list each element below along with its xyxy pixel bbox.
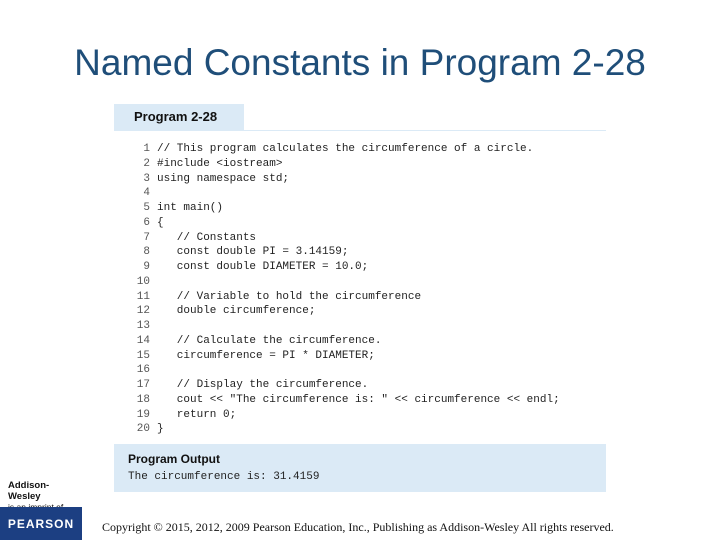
code-line bbox=[114, 334, 606, 349]
program-listing-panel bbox=[114, 104, 606, 492]
code-line bbox=[114, 378, 606, 393]
line-number: 9 bbox=[143, 261, 150, 273]
line-number: 10 bbox=[136, 275, 150, 288]
pearson-logo bbox=[0, 507, 82, 540]
code-line bbox=[114, 408, 606, 423]
code-line bbox=[114, 363, 606, 378]
code-text: { bbox=[157, 216, 164, 229]
code-line bbox=[114, 142, 606, 157]
line-number: 18 bbox=[136, 393, 150, 406]
line-number: 13 bbox=[136, 320, 150, 332]
code-line bbox=[114, 422, 606, 437]
code-text: // Calculate the circumference. bbox=[157, 334, 382, 347]
copyright-notice: Copyright © 2015, 2012, 2009 Pearson Education, Inc., Publishing as Addison-Wesley All rights reserved. bbox=[102, 520, 614, 534]
line-number: 11 bbox=[136, 290, 150, 303]
code-text: return 0; bbox=[157, 408, 237, 421]
code-text: // Constants bbox=[157, 231, 257, 244]
code-line bbox=[114, 216, 606, 231]
code-line bbox=[114, 260, 606, 275]
line-number: 6 bbox=[143, 216, 150, 229]
program-header-label: Program 2-28 bbox=[134, 109, 218, 124]
code-line bbox=[114, 275, 606, 290]
code-text: // Display the circumference. bbox=[157, 379, 369, 391]
line-number: 20 bbox=[136, 423, 150, 436]
code-line bbox=[114, 231, 606, 246]
addison-wesley-name: Addison-Wesley bbox=[8, 480, 50, 502]
line-number: 5 bbox=[143, 202, 150, 214]
line-number: 2 bbox=[143, 157, 150, 170]
line-number: 17 bbox=[136, 379, 150, 391]
program-output-text: The circumference is: 31.4159 bbox=[128, 471, 320, 483]
code-text: #include <iostream> bbox=[157, 157, 283, 170]
code-line bbox=[114, 290, 606, 305]
code-line bbox=[114, 393, 606, 408]
code-text: const double DIAMETER = 10.0; bbox=[157, 261, 369, 273]
code-text: int main() bbox=[157, 202, 224, 214]
line-number: 12 bbox=[136, 305, 150, 318]
line-number: 1 bbox=[143, 143, 150, 155]
line-number: 19 bbox=[136, 408, 150, 421]
program-output-section bbox=[114, 444, 606, 492]
code-line bbox=[114, 201, 606, 216]
code-text: cout << "The circumference is: " << circumference << endl; bbox=[157, 393, 560, 406]
pearson-logo-text: PEARSON bbox=[7, 517, 75, 531]
code-text: const double PI = 3.14159; bbox=[157, 246, 349, 259]
code-line bbox=[114, 157, 606, 172]
code-listing bbox=[114, 142, 606, 437]
code-text: using namespace std; bbox=[157, 172, 290, 185]
line-number: 4 bbox=[143, 187, 150, 200]
code-text: double circumference; bbox=[157, 305, 316, 318]
code-line bbox=[114, 186, 606, 201]
code-line bbox=[114, 319, 606, 334]
code-text: circumference = PI * DIAMETER; bbox=[157, 349, 375, 362]
code-text: // Variable to hold the circumference bbox=[157, 290, 422, 303]
code-line bbox=[114, 304, 606, 319]
line-number: 3 bbox=[143, 172, 150, 185]
program-output-title: Program Output bbox=[128, 452, 220, 466]
line-number: 14 bbox=[136, 334, 150, 347]
program-header bbox=[114, 104, 244, 130]
line-number: 15 bbox=[136, 349, 150, 362]
code-text: } bbox=[157, 423, 164, 436]
line-number: 8 bbox=[143, 246, 150, 259]
code-line bbox=[114, 172, 606, 187]
slide-title: Named Constants in Program 2-28 bbox=[74, 42, 646, 83]
line-number: 7 bbox=[143, 231, 150, 244]
code-line bbox=[114, 349, 606, 364]
line-number: 16 bbox=[136, 364, 150, 377]
code-line bbox=[114, 245, 606, 260]
code-text: // This program calculates the circumference of a circle. bbox=[157, 143, 534, 155]
header-divider bbox=[114, 130, 606, 131]
